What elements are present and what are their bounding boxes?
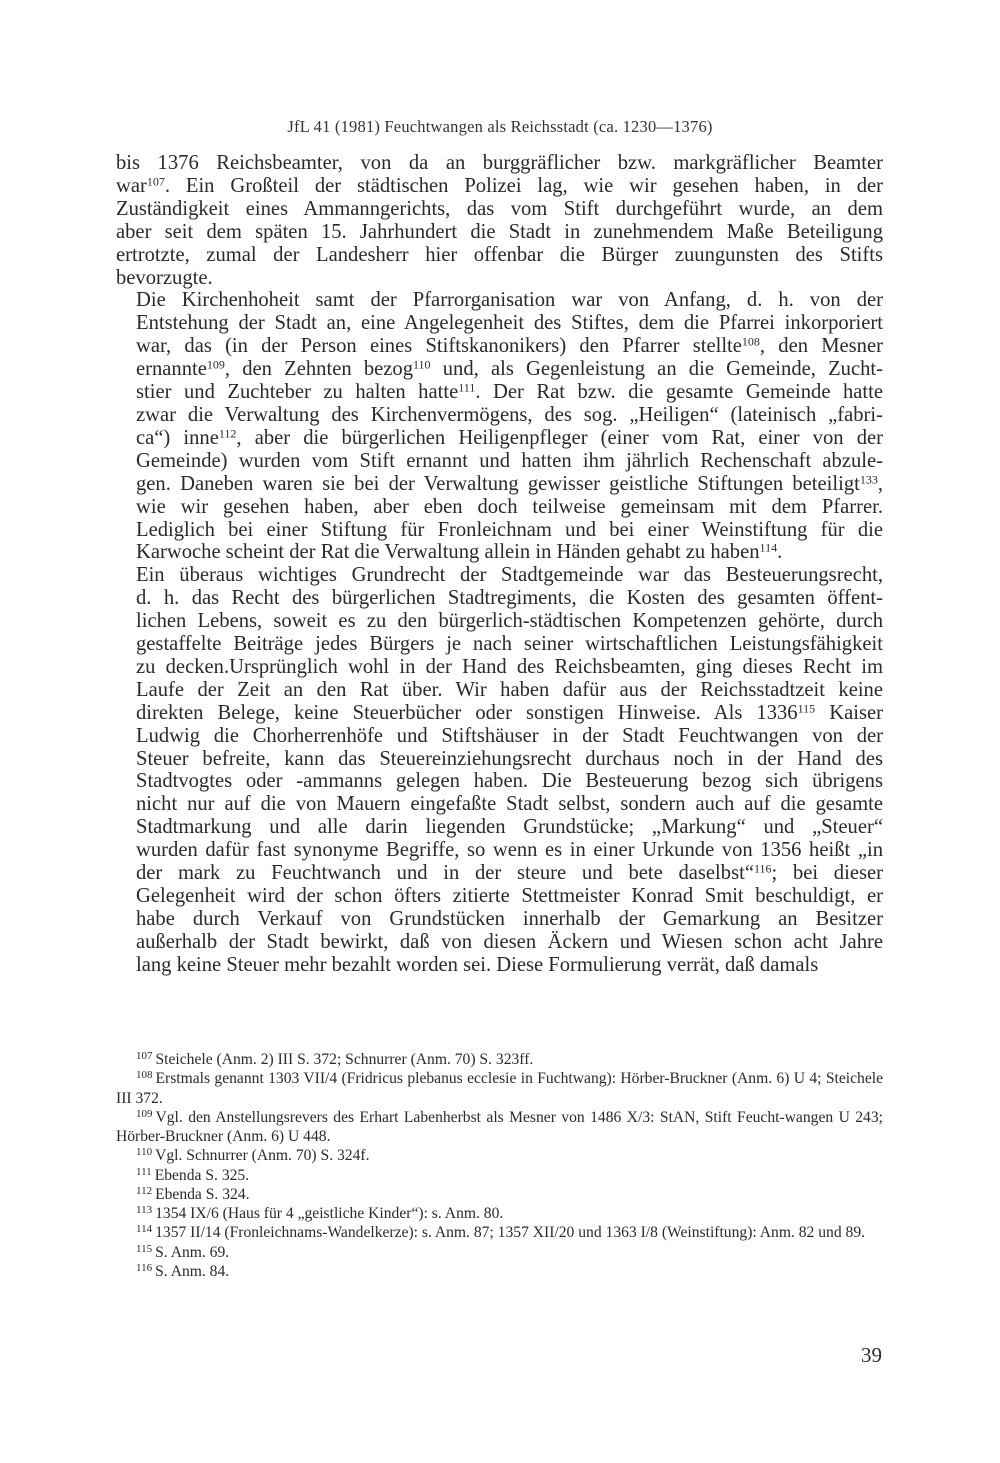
- text-run: gen. Daneben waren sie bei der Verwaltung gewisser geistliche Stiftungen beteiligt: [136, 472, 860, 495]
- text-line: [116, 770, 883, 793]
- footnote-text: 1354 IX/6 (Haus für 4 „geistliche Kinder“): s. Anm. 80.: [155, 1205, 504, 1222]
- text-line: [116, 404, 883, 427]
- text-line: [116, 862, 883, 885]
- text-run: . Der Rat bzw. die gesamte Gemeinde hatte: [475, 381, 884, 404]
- text-line: [116, 358, 883, 381]
- footnote-ref: 115: [797, 701, 816, 716]
- text-line: [116, 427, 883, 450]
- text-run: Ludwig die Chorherrenhöfe und Stiftshäuser in der Stadt Feuchtwangen von der: [136, 724, 883, 747]
- text-line: [116, 198, 883, 221]
- text-line: [116, 633, 883, 656]
- footnote: [116, 1069, 883, 1108]
- text-line: [116, 702, 883, 725]
- footnote-ref: 108: [741, 334, 760, 349]
- text-run: wurden dafür fast synonyme Begriffe, so wenn es in einer Urkunde von 1356 heißt „in: [136, 839, 883, 862]
- footnote: [116, 1166, 883, 1185]
- footnotes: [116, 1050, 883, 1281]
- text-line: [116, 473, 883, 496]
- footnote-text: Steichele (Anm. 2) III S. 372; Schnurrer (Anm. 70) S. 323ff.: [155, 1051, 534, 1068]
- footnote-number: 110: [136, 1146, 153, 1159]
- footnote-number: 113: [136, 1204, 153, 1217]
- text-run: der mark zu Feuchtwanch und in der steure und bete daselbst“: [136, 862, 754, 885]
- text-line: [116, 175, 883, 198]
- text-run: lang keine Steuer mehr bezahlt worden sei. Diese Formulierung verrät, daß damals: [136, 953, 819, 976]
- text-line: [116, 748, 883, 771]
- footnote-ref: 110: [413, 357, 431, 372]
- footnote-ref: 112: [218, 426, 237, 441]
- footnote: [116, 1204, 883, 1223]
- footnote: [116, 1262, 883, 1281]
- running-head: JfL 41 (1981) Feuchtwangen als Reichsstadt (ca. 1230—1376): [287, 117, 713, 136]
- footnote-number: 112: [136, 1184, 153, 1197]
- footnote-ref: 133: [859, 472, 878, 487]
- footnote-text: S. Anm. 69.: [155, 1243, 230, 1261]
- footnote-text: S. Anm. 84.: [155, 1262, 230, 1280]
- text-run: habe durch Verkauf von Grundstücken innerhalb der Gemarkung an Besitzer: [136, 907, 883, 930]
- text-run: Karwoche scheint der Rat die Verwaltung allein in Händen gehabt zu haben: [136, 541, 760, 564]
- text-run: , den Mesner: [759, 335, 883, 358]
- text-run: Gemeinde) wurden vom Stift ernannt und hatten ihm jährlich Rechenschaft abzule-: [136, 449, 883, 472]
- footnote-number: 107: [136, 1050, 153, 1063]
- text-run: zwar die Verwaltung des Kirchenvermögens, des sog. „Heiligen“ (lateinisch „fabri-: [136, 403, 883, 426]
- footnote-number: 109: [136, 1107, 153, 1120]
- text-line: [116, 519, 883, 542]
- text-line: [116, 931, 883, 954]
- text-run: . Ein Großteil der städtischen Polizei lag, wie wir gesehen haben, in der: [164, 174, 883, 197]
- footnote-ref: 109: [206, 357, 225, 372]
- text-line: [116, 244, 883, 267]
- text-run: Zuständigkeit eines Ammanngerichts, das vom Stift durchgeführt wurde, an dem: [116, 197, 883, 220]
- text-line: [116, 908, 883, 931]
- text-run: Die Kirchenhoheit samt der Pfarrorganisation war von Anfang, d. h. von der: [136, 289, 883, 312]
- footnote-ref: 116: [753, 861, 772, 876]
- text-run: Steuer befreite, kann das Steuereinziehungsrecht durchaus noch in der Hand des: [136, 747, 883, 770]
- text-line: [116, 793, 883, 816]
- text-run: , aber die bürgerlichen Heiligenpfleger (einer vom Rat, einer von der: [236, 426, 883, 449]
- text-run: Ein überaus wichtiges Grundrecht der Stadtgemeinde war das Besteuerungsrecht,: [136, 564, 883, 587]
- text-line: [116, 267, 883, 290]
- text-run: und, als Gegenleistung an die Gemeinde, Zucht-: [430, 358, 883, 381]
- text-line: [116, 587, 883, 610]
- body-text: [116, 152, 883, 977]
- footnote: [116, 1050, 883, 1069]
- text-run: bis 1376 Reichsbeamter, von da an burggräflicher bzw. markgräflicher Beamter: [116, 152, 883, 174]
- footnote-number: 116: [136, 1261, 153, 1274]
- text-run: außerhalb der Stadt bewirkt, daß von diesen Äckern und Wiesen schon acht Jahre: [136, 930, 883, 953]
- text-line: [116, 839, 883, 862]
- footnote-ref: 114: [759, 540, 778, 555]
- text-run: Gelegenheit wird der schon öfters zitierte Stettmeister Konrad Smit beschuldigt, er: [136, 885, 883, 907]
- text-run: d. h. das Recht des bürgerlichen Stadtregiments, die Kosten des gesamten öffent-: [136, 587, 883, 610]
- footnote-number: 115: [136, 1242, 153, 1255]
- footnote: [116, 1185, 883, 1204]
- footnote: [116, 1146, 883, 1165]
- text-run: lichen Lebens, soweit es zu den bürgerlich-städtischen Kompetenzen gehörte, durch: [136, 610, 883, 633]
- footnote-text: Erstmals genannt 1303 VII/4 (Fridricus plebanus ecclesie in Fuchtwang): Hörber-Bruckner (Anm. 6) U 4; Steichele III 372.: [116, 1070, 883, 1107]
- footnote-ref: 107: [146, 174, 165, 189]
- text-run: stier und Zuchteber zu halten hatte: [136, 381, 459, 404]
- text-run: Kaiser: [815, 701, 883, 724]
- text-run: Lediglich bei einer Stiftung für Fronleichnam und bei einer Weinstiftung für die: [136, 518, 883, 541]
- text-line: [116, 312, 883, 335]
- text-line: [116, 564, 883, 587]
- footnote: [116, 1108, 883, 1147]
- page-number: 39: [861, 1343, 882, 1367]
- text-run: nicht nur auf die von Mauern eingefaßte Stadt selbst, sondern auch auf die gesamte: [136, 793, 883, 816]
- text-run: zu decken.Ursprünglich wohl in der Hand des Reichsbeamten, ging dieses Recht im: [136, 655, 883, 678]
- text-line: [116, 725, 883, 748]
- footnote-number: 111: [136, 1165, 152, 1178]
- text-line: [116, 450, 883, 473]
- text-line: [116, 816, 883, 839]
- text-run: aber seit dem späten 15. Jahrhundert die Stadt in zunehmendem Maße Beteiligung: [116, 220, 883, 243]
- text-line: [116, 885, 883, 908]
- footnote-ref: 111: [458, 380, 476, 395]
- text-line: [116, 954, 883, 977]
- text-run: ; bei dieser: [771, 862, 883, 885]
- text-line: [116, 152, 883, 175]
- text-run: bevorzugte.: [116, 266, 213, 289]
- text-line: [116, 381, 883, 404]
- text-run: direkten Belege, keine Steuerbücher oder sonstigen Hinweise. Als 1336: [136, 701, 798, 724]
- footnote-text: Vgl. Schnurrer (Anm. 70) S. 324f.: [155, 1147, 370, 1165]
- text-line: [116, 335, 883, 358]
- footnote: [116, 1243, 883, 1262]
- text-run: ernannte: [136, 358, 207, 381]
- footnote: [116, 1223, 883, 1242]
- paragraph: [116, 289, 883, 564]
- footnote-text: 1357 II/14 (Fronleichnams-Wandelkerze): s. Anm. 87; 1357 XII/20 und 1363 I/8 (Weinstiftung): Anm. 82 und 89.: [155, 1224, 866, 1242]
- text-line: [116, 541, 883, 564]
- text-run: Stadtvogtes oder -ammanns gelegen haben. Die Besteuerung bezog sich übrigens: [136, 770, 883, 793]
- text-line: [116, 496, 883, 519]
- text-run: .: [777, 541, 783, 564]
- footnote-number: 114: [136, 1223, 153, 1236]
- text-run: Stadtmarkung und alle darin liegenden Grundstücke; „Markung“ und „Steuer“: [136, 816, 883, 839]
- footnote-text: Vgl. den Anstellungsrevers des Erhart Labenherbst als Mesner von 1486 X/3: StAN, Stift Feucht-wangen U 243; Hörber-Bruckner (Anm. 6) U 448.: [116, 1108, 883, 1145]
- text-run: ca“) inne: [136, 426, 219, 449]
- text-run: Entstehung der Stadt an, eine Angelegenheit des Stiftes, dem die Pfarrei inkorporiert: [136, 312, 883, 335]
- text-line: [116, 656, 883, 679]
- text-line: [116, 679, 883, 702]
- footnote-text: Ebenda S. 325.: [154, 1166, 250, 1184]
- footnote-text: Ebenda S. 324.: [155, 1185, 250, 1203]
- footnote-number: 108: [136, 1069, 153, 1082]
- text-run: war: [116, 174, 147, 197]
- text-run: war, das (in der Person eines Stiftskanonikers) den Pfarrer stellte: [136, 335, 742, 358]
- text-run: ,: [877, 472, 883, 495]
- text-line: [116, 221, 883, 244]
- text-line: [116, 289, 883, 312]
- text-run: wie wir gesehen haben, aber eben doch teilweise gemeinsam mit dem Pfarrer.: [136, 495, 883, 518]
- text-run: ertrotzte, zumal der Landesherr hier offenbar die Bürger zuungunsten des Stifts: [116, 243, 883, 266]
- text-line: [116, 610, 883, 633]
- paragraph: [116, 564, 883, 976]
- paragraph: [116, 152, 883, 289]
- text-run: Laufe der Zeit an den Rat über. Wir haben dafür aus der Reichsstadtzeit keine: [136, 678, 883, 701]
- text-run: gestaffelte Beiträge jedes Bürgers je nach seiner wirtschaftlichen Leistungsfähigkeit: [136, 633, 883, 656]
- text-run: , den Zehnten bezog: [224, 358, 413, 381]
